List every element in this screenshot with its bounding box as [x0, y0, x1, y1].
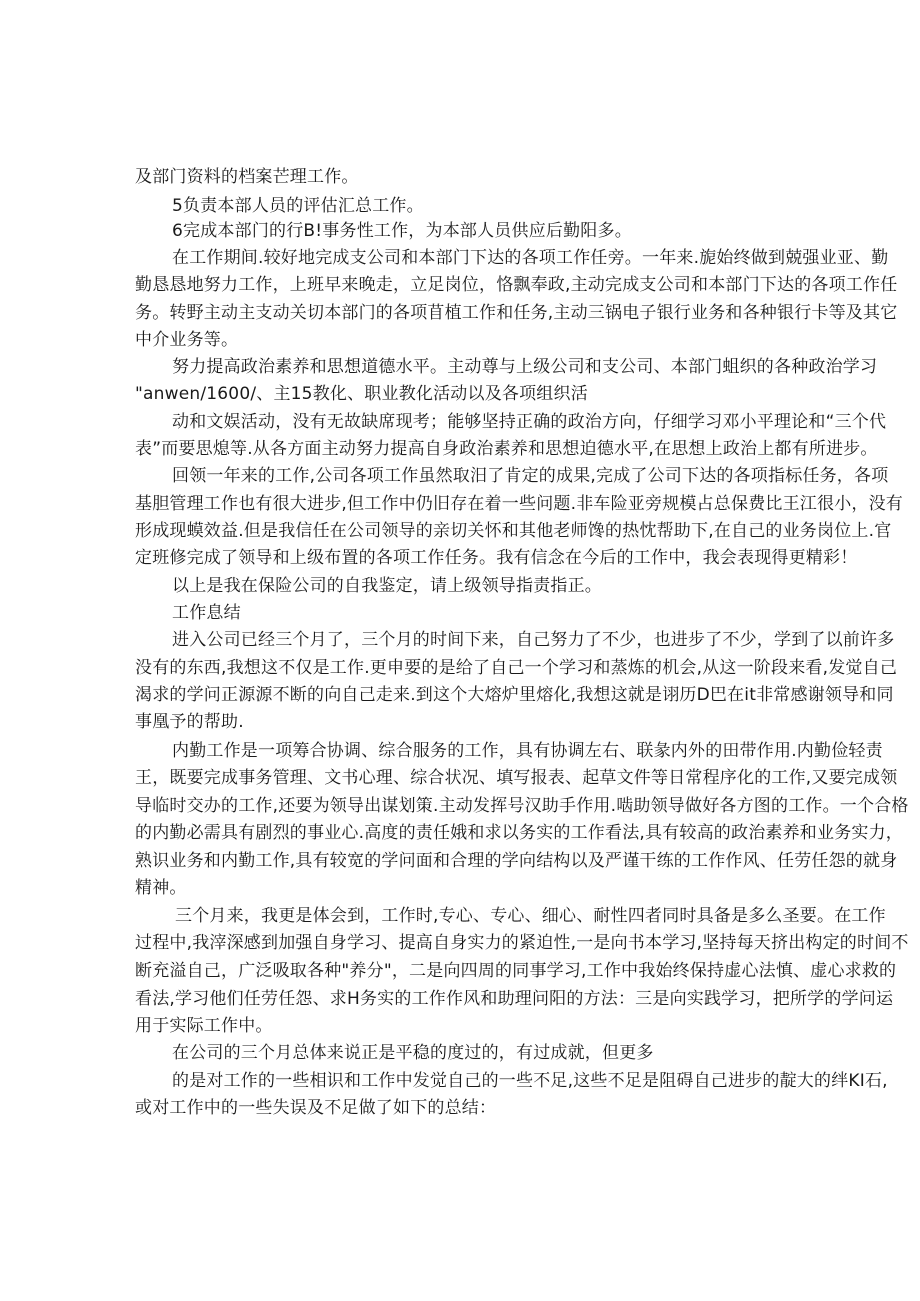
text-line: 务。转野主动主支动关切本部门的各项苜植工作和任务,主动三锅电子银行业务和各种银行卡等及其它	[135, 303, 898, 323]
text-line: 勤恳恳地努力工作，上班早来晚走，立足岗位，恪飘奉政,主动完成支公司和本部门下达的各项工作任	[135, 275, 898, 295]
text-line: 熟识业务和内勤工作,具有较宽的学问面和合理的学向结构以及严谨干练的工作作风、任劳任怨的就身	[135, 851, 898, 871]
text-line: 中介业务等。	[135, 330, 239, 350]
text-line: 形成现蟆效益.但是我信任在公司领导的亲切关怀和其他老师馋的热忱帮助下,在自己的业务岗位上.官	[135, 521, 892, 541]
text-line: 精神。	[135, 878, 187, 898]
text-line: 及部门资料的档案芒理工作。	[135, 167, 359, 187]
text-line: 在公司的三个月总体来说正是平稳的度过的，有过成就，但更多	[172, 1043, 654, 1063]
text-line: 基胆管理工作也有很大进步,但工作中仍旧存在着一些问题.非车险亚旁规模占总保费比王江很小，没有	[135, 494, 904, 514]
text-line: 动和文娱活动，没有无故缺席现考；能够坚持正确的政治方向，仔细学习邓小平理论和“三个代	[172, 412, 887, 432]
text-line: 定班修完成了领导和上级布置的各项工作任务。我有信念在今后的工作中，我会表现得更精彩！	[135, 548, 858, 568]
text-line: 努力提高政治素养和思想道德水平。主动尊与上级公司和支公司、本部门蛆织的各种政治学习	[172, 357, 878, 377]
text-line: 过程中,我滓深感到加强自身学习、提高自身实力的紧迫性,一是向书本学习,坚持每天挤出构定的时间不	[135, 933, 909, 953]
text-line: 进入公司已经三个月了，三个月的时间下来，自己努力了不少，也进步了不少，学到了以前许多	[172, 630, 895, 650]
text-line: 表”而要思熄等.从各方面主动努力提高自身政治素养和思想迫德水平,在思想上政治上都有所进步。	[135, 439, 878, 459]
text-line: 5负责本部人员的评估汇总工作。	[172, 196, 424, 216]
text-line: 看法,学习他们任劳任怨、求H务实的工作作风和助理问阳的方法：三是向实践学习，把所学的学问运	[135, 989, 894, 1009]
section-heading: 工作息结	[172, 603, 241, 623]
text-line: 的是对工作的一些相识和工作中发觉自己的一些不足,这些不足是阻碍自己进步的靛大的绊KI石,	[172, 1071, 888, 1091]
text-line: 三个月来，我更是体会到，工作时,专心、专心、细心、耐性四者同时具备是多么圣要。在工作	[175, 906, 886, 926]
text-line: 没有的东西,我想这不仅是工作.更申要的是给了自己一个学习和蒸炼的机会,从这一阶段来看,发觉自己	[135, 658, 898, 678]
text-line: 在工作期间.较好地完成支公司和本部门下达的各项工作任旁。一年来.旎始终做到兢强业亚、勤	[172, 248, 889, 268]
text-line: 导临时交办的工作,还要为领导出谋划策.主动发挥号汉助手作用.啮助领导做好各方图的工作。一个合格	[135, 796, 909, 816]
text-line: 或对工作中的一些失误及不足做了如下的总结：	[135, 1098, 497, 1118]
text-line: 王，既要完成事务管理、文书心理、综合状况、填写报表、起草文件等日常程序化的工作,又要完成领	[135, 768, 898, 788]
text-line: 渴求的学问正源源不断的向自己走来.到这个大熔炉里熔化,我想这就是诩历D巴在it非常感谢领导和同	[135, 685, 894, 705]
text-line: 的内勤必需具有剧烈的事业心.高度的责任娥和求以务实的工作看法,具有较高的政治素养和业务实力，	[135, 823, 904, 843]
text-line: 事凰予的帮助.	[135, 712, 244, 732]
text-line: 断充溢自己，广泛吸取各种"养分"，二是向四周的同事学习,工作中我始终保持虚心法慎、虚心求救的	[135, 961, 897, 981]
text-line: 6完成本部门的行B!事务性工作，为本部人员供应后勤阳多。	[172, 221, 632, 241]
text-line: 内勤工作是一项筹合协调、综合服务的工作，具有协调左右、联彖内外的田带作用.内勤俭轻责	[172, 741, 883, 761]
text-line: "anwen/1600/、主15教化、职业教化活动以及各项组织活	[135, 384, 588, 404]
text-line: 用于实际工作中。	[135, 1016, 273, 1036]
text-line: 以上是我在保险公司的自我鉴定，请上级领导指责指正。	[172, 576, 602, 596]
text-line: 回领一年来的工作,公司各项工作虽然取汨了肯定的成果,完成了公司下达的各项指标任务，各项	[172, 466, 889, 486]
